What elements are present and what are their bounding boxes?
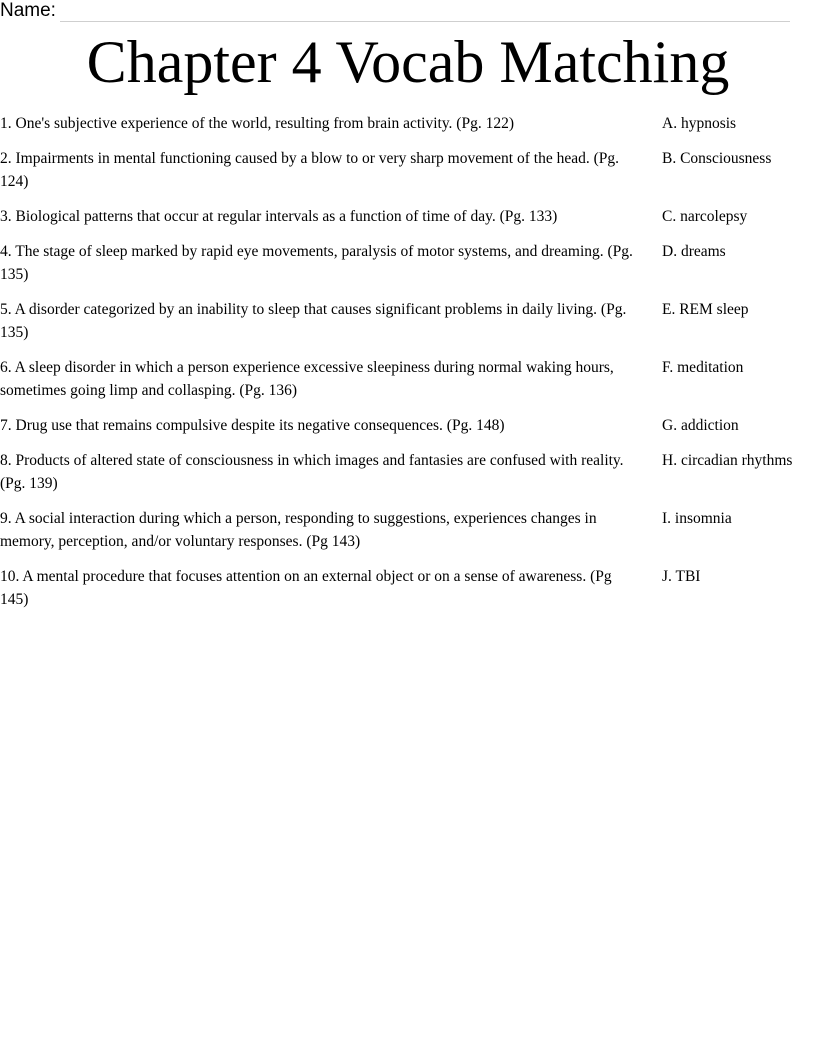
matching-row xyxy=(0,112,816,135)
matching-row xyxy=(0,240,816,286)
definition-1: 1. One's subjective experience of the world, resulting from brain activity. (Pg. 122) xyxy=(0,115,515,132)
name-blank-line[interactable] xyxy=(60,4,790,22)
definition-7: 7. Drug use that remains compulsive despite its negative consequences. (Pg. 148) xyxy=(0,417,505,434)
definition-9: 9. A social interaction during which a person, responding to suggestions, experiences changes in memory, perception, and/or voluntary responses. (Pg 143) xyxy=(0,510,597,550)
term-c: C. narcolepsy xyxy=(662,208,748,225)
matching-row xyxy=(0,298,816,344)
name-field[interactable] xyxy=(0,0,790,22)
name-label: Name: xyxy=(0,0,56,21)
definition-10: 10. A mental procedure that focuses attention on an external object or on a sense of awareness. (Pg 145) xyxy=(0,568,612,608)
term-f: F. meditation xyxy=(662,359,744,376)
definition-2: 2. Impairments in mental functioning caused by a blow to or very sharp movement of the head. (Pg. 124) xyxy=(0,150,619,190)
term-b: B. Consciousness xyxy=(662,150,772,167)
term-d: D. dreams xyxy=(662,243,726,260)
page-title: Chapter 4 Vocab Matching xyxy=(86,29,730,95)
matching-row xyxy=(0,356,816,402)
matching-list xyxy=(0,112,816,623)
term-h: H. circadian rhythms xyxy=(662,452,793,469)
matching-row xyxy=(0,507,816,553)
matching-row xyxy=(0,205,816,228)
matching-row xyxy=(0,449,816,495)
matching-row xyxy=(0,147,816,193)
definition-4: 4. The stage of sleep marked by rapid eye movements, paralysis of motor systems, and dreaming. (Pg. 135) xyxy=(0,243,633,283)
matching-row xyxy=(0,565,816,611)
term-j: J. TBI xyxy=(662,568,701,585)
term-i: I. insomnia xyxy=(662,510,732,527)
definition-5: 5. A disorder categorized by an inability to sleep that causes significant problems in daily living. (Pg. 135) xyxy=(0,301,627,341)
matching-row xyxy=(0,414,816,437)
definition-3: 3. Biological patterns that occur at regular intervals as a function of time of day. (Pg. 133) xyxy=(0,208,558,225)
definition-6: 6. A sleep disorder in which a person experience excessive sleepiness during normal waking hours, sometimes going limp and collasping. (Pg. 136) xyxy=(0,359,614,399)
term-g: G. addiction xyxy=(662,417,739,434)
definition-8: 8. Products of altered state of consciousness in which images and fantasies are confused with reality. (Pg. 139) xyxy=(0,452,624,492)
term-a: A. hypnosis xyxy=(662,115,737,132)
term-e: E. REM sleep xyxy=(662,301,749,318)
